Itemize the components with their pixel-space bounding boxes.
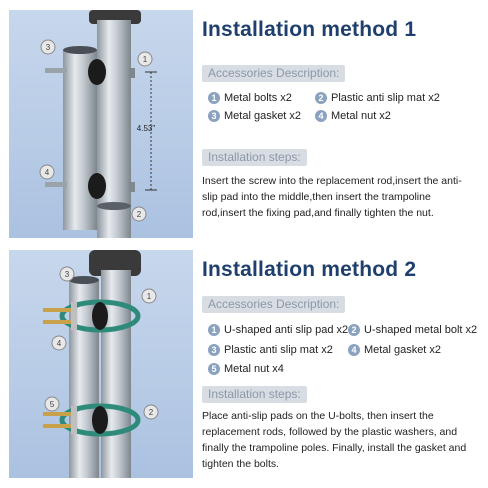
metal-bolt-bottom: [45, 182, 67, 187]
method-1-steps-header: Installation steps:: [202, 149, 307, 166]
number-badge: 2: [315, 92, 327, 104]
method-2-accessory-1: 1 U-shaped anti slip pad x2: [208, 323, 348, 337]
anti-slip-pad-bottom: [88, 173, 106, 199]
method-2-accessory-5: 5 Metal nut x4: [208, 362, 284, 376]
metal-bolt-top: [45, 68, 67, 73]
method-1-accessory-2: 2 Plastic anti slip mat x2: [315, 91, 440, 105]
method-1-title: Installation method 1: [202, 18, 417, 41]
number-badge: 4: [348, 344, 360, 356]
svg-text:1: 1: [142, 55, 148, 64]
pole-bottom-opening: [97, 202, 131, 210]
number-badge: 4: [315, 110, 327, 122]
method-2-accessory-2: 2 U-shaped metal bolt x2: [348, 323, 477, 337]
number-badge: 5: [208, 363, 220, 375]
installation-method-1-panel: [9, 10, 480, 238]
callout-1: [142, 289, 156, 303]
number-badge: 3: [208, 110, 220, 122]
installation-method-2-panel: [9, 250, 480, 478]
method-2-steps-text: Place anti-slip pads on the U-bolts, then insert the replacement rods, followed by the plastic washers, and finally the trampoline poles. Finally, install the gasket and tighten the bolts.: [202, 410, 467, 470]
svg-text:5: 5: [49, 400, 55, 409]
callout-4: [52, 336, 66, 350]
svg-text:2: 2: [136, 210, 142, 219]
method-2-pole-illustration: [9, 250, 193, 478]
method-1-content: [202, 10, 480, 238]
callout-3: [60, 267, 74, 281]
u-bolt-bottom-b: [43, 424, 73, 428]
method-1-accessory-1: 1 Metal bolts x2: [208, 91, 292, 105]
method-2-title: Installation method 2: [202, 258, 417, 281]
callout-3: [41, 40, 55, 54]
svg-text:4: 4: [56, 339, 62, 348]
u-bolt-top-a: [43, 308, 73, 312]
method-1-accessory-3: 3 Metal gasket x2: [208, 109, 301, 123]
method-2-accessory-3: 3 Plastic anti slip mat x2: [208, 343, 333, 357]
number-badge: 3: [208, 344, 220, 356]
svg-text:3: 3: [64, 270, 70, 279]
callout-2: [132, 207, 146, 221]
rod-top-opening: [63, 46, 97, 54]
svg-text:3: 3: [45, 43, 51, 52]
number-badge: 1: [208, 324, 220, 336]
number-badge: 2: [348, 324, 360, 336]
method-2-photo: [9, 250, 193, 478]
u-bolt-top-b: [43, 320, 73, 324]
anti-slip-mat-top: [92, 302, 108, 330]
method-2-accessory-4: 4 Metal gasket x2: [348, 343, 441, 357]
callout-5: [45, 397, 59, 411]
method-1-accessory-4: 4 Metal nut x2: [315, 109, 391, 123]
nut-bottom: [129, 182, 135, 192]
nut-top: [129, 68, 135, 78]
svg-text:2: 2: [148, 408, 154, 417]
method-1-photo: [9, 10, 193, 238]
callout-4: [40, 165, 54, 179]
gasket-bottom: [71, 406, 77, 434]
u-bolt-bottom-a: [43, 412, 73, 416]
method-1-steps-text: Insert the screw into the replacement rod,insert the anti-slip pad into the middle,then insert the trampoline rod,insert the fixing pad,and finally tighten the nut.: [202, 175, 462, 219]
callout-1: [138, 52, 152, 66]
number-badge: 1: [208, 92, 220, 104]
method-1-accessories-header: Accessories Description:: [202, 65, 345, 82]
method-1-pole-illustration: [9, 10, 193, 238]
svg-text:4: 4: [44, 168, 50, 177]
method-2-steps-header: Installation steps:: [202, 386, 307, 403]
method-2-content: [202, 250, 480, 478]
anti-slip-pad-top: [88, 59, 106, 85]
svg-text:1: 1: [146, 292, 152, 301]
anti-slip-mat-bottom: [92, 406, 108, 434]
gasket-top: [71, 302, 77, 330]
dimension-label: 4.53": [136, 124, 156, 133]
callout-2: [144, 405, 158, 419]
method-2-accessories-header: Accessories Description:: [202, 296, 345, 313]
